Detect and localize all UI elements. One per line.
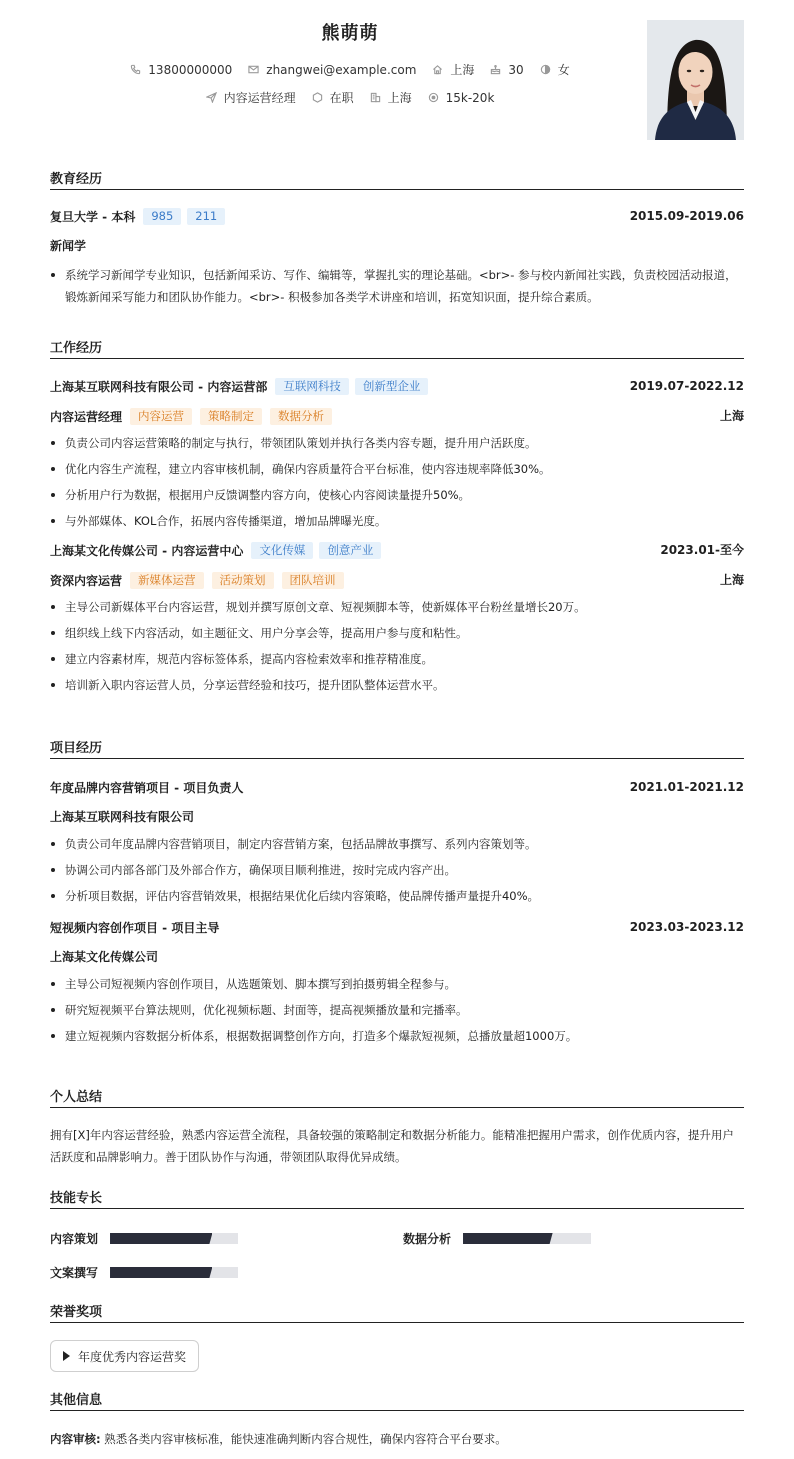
section-title [50,1391,744,1411]
skill-item [403,1230,591,1247]
summary-text: 拥有[X]年内容运营经验，熟悉内容运营全流程，具备较强的策略制定和数据分析能力。能精准把握用户需求，创作优质内容，提升用户活跃度和品牌影响力。善于团队协作与沟通，带领团队取得优异成绩。 [50,1128,734,1164]
skills-section [50,1189,744,1284]
gender-text: 女 [557,63,570,77]
section-title [50,739,744,759]
list-item: 主导公司新媒体平台内容运营，规划并撰写原创文章、短视频脚本等，使新媒体平台粉丝量增长20万。 [50,596,744,618]
position-text: 内容运营经理 [223,91,296,105]
job-bullets [50,432,744,532]
project-bullets [50,973,744,1047]
company-head [50,377,744,395]
skill-name: 内容策划 [50,1232,99,1246]
company-name: 上海某互联网科技有限公司 - 内容运营部 [50,379,268,394]
age-item [490,63,523,77]
job-location: 上海 [719,409,744,423]
status-text: 在职 [329,91,354,105]
list-item: 培训新入职内容运营人员，分享运营经验和技巧，提升团队整体运营水平。 [50,674,744,696]
list-item: 组织线上线下内容活动，如主题征文、用户分享会等，提高用户参与度和粘性。 [50,622,744,644]
salary-icon [428,92,439,103]
position-item [206,89,296,106]
resume-page [50,0,744,1446]
section-title-text: 教育经历 [50,172,103,187]
skill-item [50,1230,238,1247]
job-period: 2019.07-2022.12 [629,379,744,393]
gender-item [540,61,570,78]
other-info-text: 熟悉各类内容审核标准，能快速准确判断内容合规性，确保内容符合平台要求。 [104,1432,507,1446]
skill-fill [110,1267,212,1278]
list-item: 系统学习新闻学专业知识，包括新闻采访、写作、编辑等，掌握扎实的理论基础。<br>- 参与校内新闻社实践，负责校园活动报道，锻炼新闻采写能力和团队协作能力。<br>- 积极参加各类学术讲座和培训，拓宽知识面，提升综合素质。 [50,264,744,308]
skill-fill [110,1233,212,1244]
status-item [312,89,354,106]
salary-text: 15k-20k [445,90,495,105]
mail-icon [248,64,259,75]
email-text: zhangwei@example.com [266,62,417,77]
building-icon [370,92,381,103]
skill-bar [463,1233,591,1244]
role-head [50,407,744,425]
major-name: 新闻学 [50,239,87,253]
home-icon [432,64,443,75]
education-bullets [50,264,744,308]
section-title-text: 其他信息 [50,1393,103,1408]
cake-icon [490,64,501,75]
city-item [432,61,474,78]
project-period: 2021.01-2021.12 [629,780,744,794]
project-org: 上海某互联网科技有限公司 [50,810,195,824]
section-title [50,1088,744,1108]
work-section [50,339,744,700]
list-item: 主导公司短视频内容创作项目，从选题策划、脚本撰写到拍摄剪辑全程参与。 [50,973,744,995]
section-title-text: 技能专长 [50,1191,103,1206]
other-info-label: 内容审核: [50,1432,101,1446]
send-icon [206,92,217,103]
list-item: 协调公司内部各部门及外部合作方，确保项目顺利推进，按时完成内容产出。 [50,859,744,881]
list-item: 分析项目数据，评估内容营销效果，根据结果优化后续内容策略，使品牌传播声量提升40%。 [50,885,744,907]
status-icon [312,92,323,103]
job-bullets [50,596,744,696]
section-title-text: 个人总结 [50,1090,103,1105]
section-title [50,1303,744,1323]
job-intent-row [50,89,650,106]
list-item: 研究短视频平台算法规则，优化视频标题、封面等，提高视频播放量和完播率。 [50,999,744,1021]
list-item: 负责公司内容运营策略的制定与执行，带领团队策划并执行各类内容专题，提升用户活跃度。 [50,432,744,454]
job-period: 2023.01-至今 [660,543,744,557]
section-title [50,1189,744,1209]
list-item: 与外部媒体、KOL合作，拓展内容传播渠道，增加品牌曝光度。 [50,510,744,532]
skill-item [50,1264,238,1281]
resume-header [50,0,744,150]
honors-section [50,1303,744,1373]
list-item: 建立内容素材库，规范内容标签体系，提高内容检索效率和推荐精准度。 [50,648,744,670]
project-period: 2023.03-2023.12 [629,920,744,934]
job-location: 上海 [719,573,744,587]
phone-item [130,63,232,77]
caret-right-icon [63,1351,70,1361]
company-tag: 创新型企业 [355,378,429,395]
role-tag: 团队培训 [282,572,344,589]
role-tag: 新媒体运营 [130,572,204,589]
role-tag: 策略制定 [200,408,262,425]
project-name: 年度品牌内容营销项目 - 项目负责人 [50,780,244,795]
role-tag: 数据分析 [270,408,332,425]
project-head [50,918,744,936]
list-item: 建立短视频内容数据分析体系，根据数据调整创作方向，打造多个爆款短视频，总播放量超1000万。 [50,1025,744,1047]
contact-row [50,61,650,78]
age-text: 30 [508,62,524,77]
role-name: 内容运营经理 [50,409,123,424]
role-name: 资深内容运营 [50,573,123,588]
list-item: 优化内容生产流程，建立内容审核机制，确保内容质量符合平台标准，使内容违规率降低30%。 [50,458,744,480]
expected-city-text: 上海 [387,91,412,105]
candidate-name: 熊萌萌 [321,23,379,44]
company-head [50,541,744,559]
section-title-text: 项目经历 [50,741,103,756]
award-toggle-button[interactable] [50,1340,199,1372]
skill-fill [463,1233,553,1244]
education-head [50,207,744,225]
school-tag: 211 [187,208,225,225]
education-section [50,170,744,312]
company-tag: 互联网科技 [275,378,349,395]
section-title [50,339,744,359]
salary-item [428,91,495,105]
company-tag: 创意产业 [319,542,381,559]
section-title [50,170,744,190]
other-section [50,1391,744,1450]
list-item: 分析用户行为数据，根据用户反馈调整内容方向，使核心内容阅读量提升50%。 [50,484,744,506]
section-title-text: 荣誉奖项 [50,1305,103,1320]
project-org: 上海某文化传媒公司 [50,950,159,964]
gender-icon [540,64,551,75]
portrait-image [647,20,744,140]
role-head [50,571,744,589]
other-info [50,1428,744,1450]
phone-icon [130,64,141,75]
projects-section [50,739,744,1051]
project-bullets [50,833,744,907]
summary-section [50,1088,744,1168]
school-tag: 985 [143,208,181,225]
list-item: 负责公司年度品牌内容营销项目，制定内容营销方案，包括品牌故事撰写、系列内容策划等。 [50,833,744,855]
phone-text: 13800000000 [148,62,233,77]
skill-bar [110,1267,238,1278]
skill-name: 文案撰写 [50,1266,99,1280]
role-tag: 活动策划 [212,572,274,589]
skill-name: 数据分析 [403,1232,452,1246]
profile-photo [647,20,744,140]
skill-bar [110,1233,238,1244]
company-tag: 文化传媒 [251,542,313,559]
school-name: 复旦大学 - 本科 [50,209,136,224]
email-item [248,63,416,77]
award-name: 年度优秀内容运营奖 [78,1349,187,1364]
expected-city-item [370,89,412,106]
company-name: 上海某文化传媒公司 - 内容运营中心 [50,543,244,558]
section-title-text: 工作经历 [50,341,103,356]
project-name: 短视频内容创作项目 - 项目主导 [50,920,220,935]
project-head [50,778,744,796]
role-tag: 内容运营 [130,408,192,425]
education-period: 2015.09-2019.06 [629,209,744,223]
city-text: 上海 [450,63,475,77]
